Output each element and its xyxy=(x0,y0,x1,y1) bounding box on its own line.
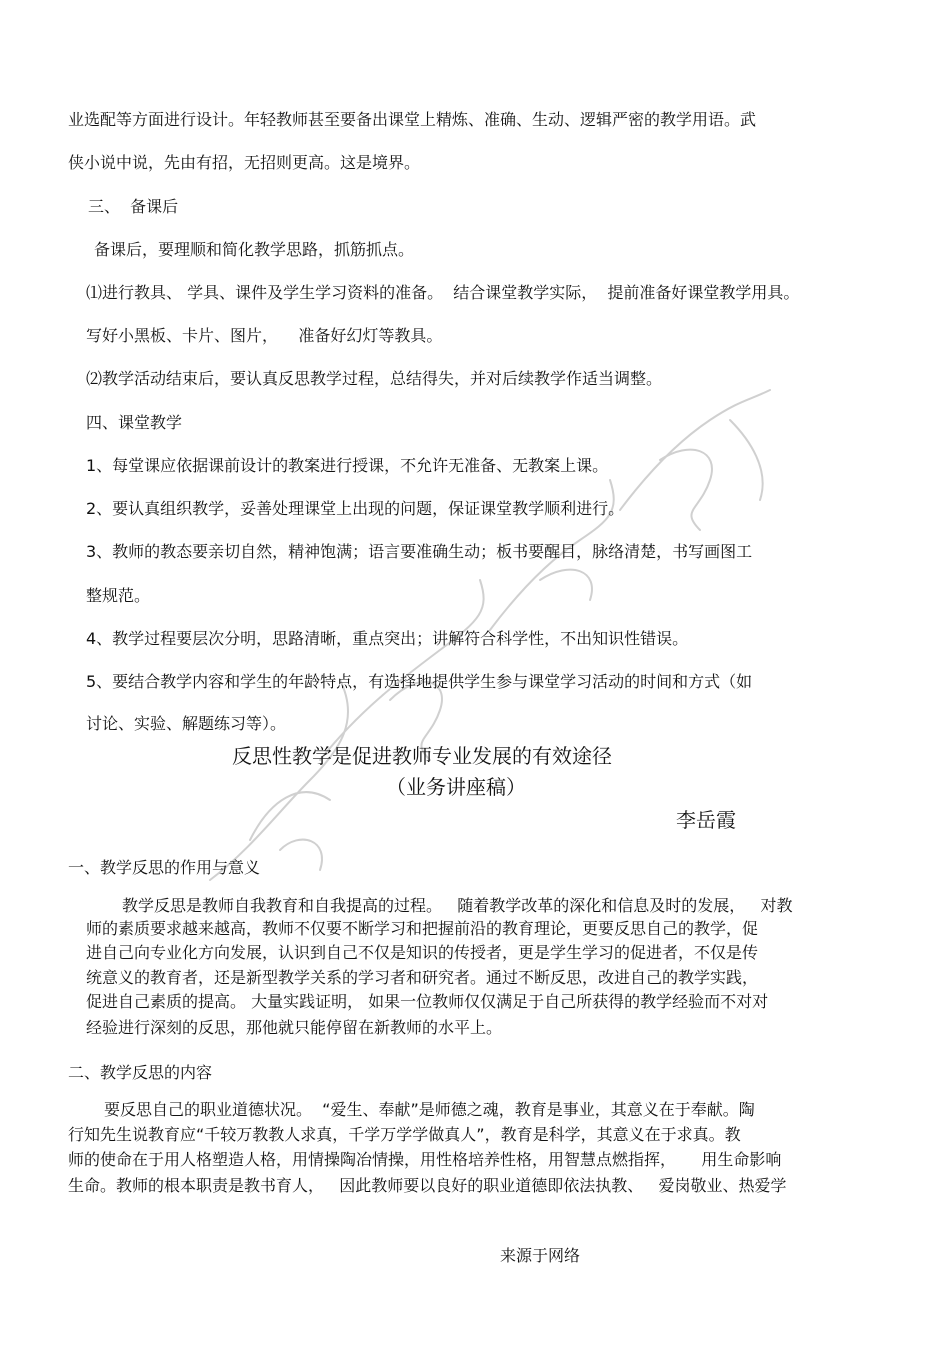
list-item: 1、每堂课应依据课前设计的教案进行授课，不允许无准备、无教案上课。 xyxy=(86,456,609,475)
text-line: ⑴进行教具、 学具、课件及学生学习资料的准备。 结合课堂教学实际， 提前准备好课堂教学用具。 xyxy=(86,283,800,302)
text-line: 师的素质要求越来越高，教师不仅要不断学习和把握前沿的教育理论，更要反思自己的教学，促 xyxy=(86,919,759,938)
section-heading: 二、教学反思的内容 xyxy=(68,1063,213,1082)
text-line: 业选配等方面进行设计。年轻教师甚至要备出课堂上精炼、准确、生动、逻辑严密的教学用语。武 xyxy=(68,110,757,129)
text-line: 师的使命在于用人格塑造人格，用情操陶冶情操，用性格培养性格，用智慧点燃指挥， 用生命影响 xyxy=(68,1150,782,1169)
text-line: 促进自己素质的提高。 大量实践证明， 如果一位教师仅仅满足于自己所获得的教学经验而不对对 xyxy=(86,992,769,1011)
text-line: 进自己向专业化方向发展，认识到自己不仅是知识的传授者，更是学生学习的促进者，不仅是传 xyxy=(86,943,759,962)
section-heading: 三、 备课后 xyxy=(88,197,179,216)
text-line: 经验进行深刻的反思，那他就只能停留在新教师的水平上。 xyxy=(86,1018,503,1037)
list-item: 4、教学过程要层次分明，思路清晰，重点突出；讲解符合科学性，不出知识性错误。 xyxy=(86,629,689,648)
section-heading: 一、教学反思的作用与意义 xyxy=(68,858,261,877)
text-line: 整规范。 xyxy=(86,586,151,605)
text-line: 教学反思是教师自我教育和自我提高的过程。 随着教学改革的深化和信息及时的发展， 对教 xyxy=(122,896,793,915)
list-item: 3、教师的教态要亲切自然，精神饱满；语言要准确生动；板书要醒目，脉络清楚，书写画图工 xyxy=(86,542,753,561)
text-line: 行知先生说教育应“千较万教教人求真，千学万学学做真人”，教育是科学，其意义在于求真。教 xyxy=(68,1125,741,1144)
text-line: 生命。教师的根本职责是教书育人， 因此教师要以良好的职业道德即依法执教、 爱岗敬业、热爱学 xyxy=(68,1176,787,1195)
article-subtitle: （业务讲座稿） xyxy=(386,775,526,799)
text-line: 讨论、实验、解题练习等）。 xyxy=(86,714,287,733)
text-line: ⑵教学活动结束后，要认真反思教学过程，总结得失，并对后续教学作适当调整。 xyxy=(86,369,663,388)
text-line: 要反思自己的职业道德状况。 “爱生、奉献”是师德之魂，教育是事业，其意义在于奉献。陶 xyxy=(104,1100,755,1119)
page-footer: 来源于网络 xyxy=(500,1246,581,1265)
list-item: 5、要结合教学内容和学生的年龄特点，有选择地提供学生参与课堂学习活动的时间和方式（如 xyxy=(86,672,753,691)
text-line: 备课后，要理顺和简化教学思路，抓筋抓点。 xyxy=(94,240,415,259)
text-line: 统意义的教育者，还是新型教学关系的学习者和研究者。通过不断反思，改进自己的教学实践， xyxy=(86,968,759,987)
text-line: 写好小黑板、卡片、图片， 准备好幻灯等教具。 xyxy=(86,326,443,345)
section-heading: 四、课堂教学 xyxy=(86,413,183,432)
list-item: 2、要认真组织教学，妥善处理课堂上出现的问题，保证课堂教学顺利进行。 xyxy=(86,499,625,518)
author-name: 李岳霞 xyxy=(676,808,736,832)
article-title: 反思性教学是促进教师专业发展的有效途径 xyxy=(232,744,612,768)
text-line: 侠小说中说，先由有招，无招则更高。这是境界。 xyxy=(68,153,421,172)
